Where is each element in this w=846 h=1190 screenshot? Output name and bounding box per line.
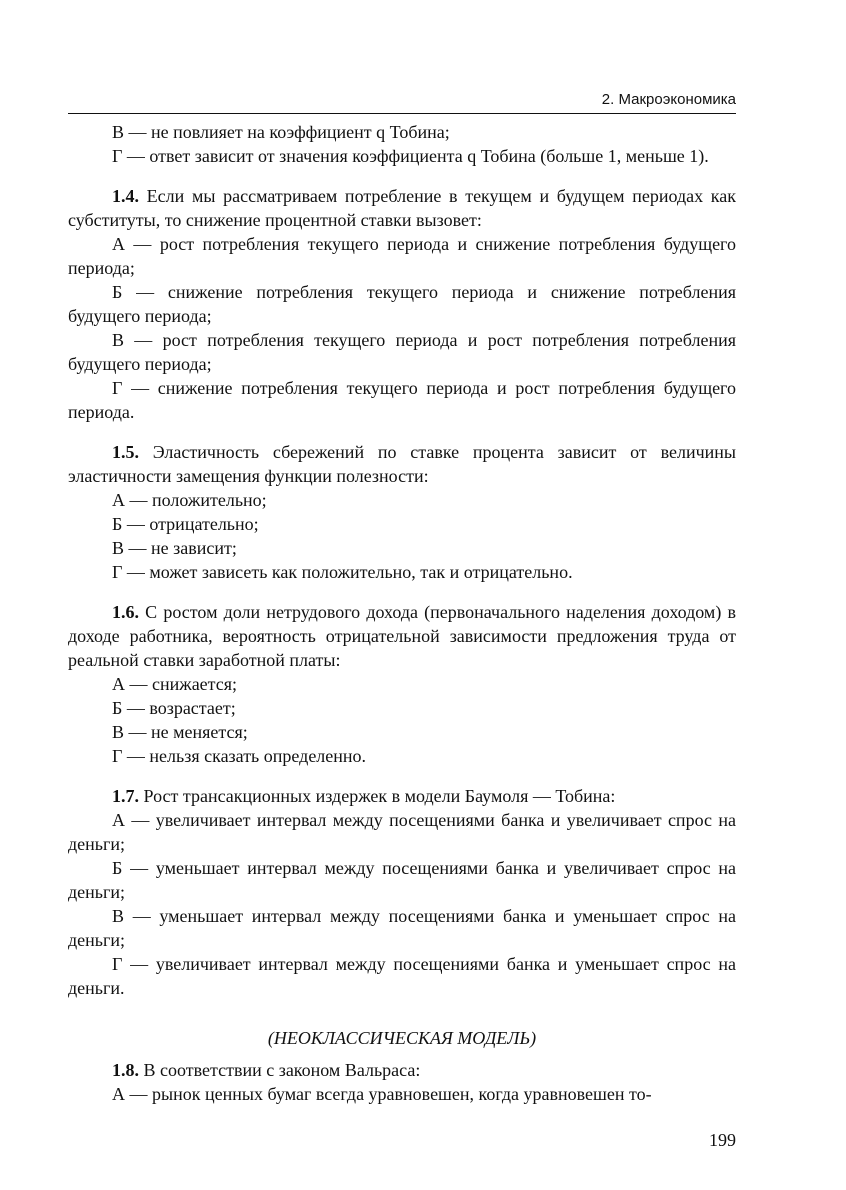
question-1-8 [68, 1058, 736, 1082]
answer-option: В — не меняется; [112, 722, 248, 742]
question-number: 1.4. [112, 186, 139, 206]
question-number: 1.6. [112, 602, 139, 622]
answer-option: А — рост потребления текущего периода и снижение потребления будущего периода; [68, 234, 736, 278]
section-title: (НЕОКЛАССИЧЕСКАЯ МОДЕЛЬ) [267, 1028, 537, 1048]
answer-option: Б — снижение потребления текущего периода и снижение потребления будущего периода; [68, 282, 736, 326]
answer-option: А — рынок ценных бумаг всегда уравновешен, когда уравновешен то- [112, 1084, 652, 1104]
running-header: 2. Макроэкономика [601, 91, 736, 108]
page-body [68, 120, 736, 1106]
header-rule [68, 113, 736, 114]
answer-option: В — уменьшает интервал между посещениями банка и уменьшает спрос на деньги; [68, 906, 736, 950]
question-text: Если мы рассматриваем потребление в текущем и будущем периодах как субституты, то снижение процентной ставки вызовет: [68, 186, 736, 230]
page-number: 199 [709, 1130, 736, 1150]
question-number: 1.7. [112, 786, 139, 806]
question-number: 1.5. [112, 442, 139, 462]
answer-option: А — положительно; [112, 490, 267, 510]
answer-option: Г — ответ зависит от значения коэффициента q Тобина (больше 1, меньше 1). [112, 146, 709, 166]
question-text: Эластичность сбережений по ставке процента зависит от величины эластичности замещения функции полезности: [68, 442, 736, 486]
question-1-5 [68, 440, 736, 488]
answer-option: В — не повлияет на коэффициент q Тобина; [112, 122, 450, 142]
answer-option: В — рост потребления текущего периода и рост потребления потребления будущего периода; [68, 330, 736, 374]
question-1-4 [68, 184, 736, 232]
question-text: С ростом доли нетрудового дохода (первоначального наделения доходом) в доходе работника, вероятность отрицательной зависимости предложения труда от реальной ставки заработной платы: [68, 602, 736, 670]
answer-option: А — снижается; [112, 674, 238, 694]
answer-option: Б — уменьшает интервал между посещениями банка и увеличивает спрос на деньги; [68, 858, 736, 902]
question-1-6 [68, 600, 736, 672]
question-text: Рост трансакционных издержек в модели Баумоля — Тобина: [139, 786, 616, 806]
question-number: 1.8. [112, 1060, 139, 1080]
answer-option: А — увеличивает интервал между посещениями банка и увеличивает спрос на деньги; [68, 810, 736, 854]
answer-option: Б — возрастает; [112, 698, 236, 718]
answer-option: Б — отрицательно; [112, 514, 259, 534]
answer-option: В — не зависит; [112, 538, 237, 558]
answer-option: Г — увеличивает интервал между посещениями банка и уменьшает спрос на деньги. [68, 954, 736, 998]
question-text: В соответствии с законом Вальраса: [139, 1060, 421, 1080]
answer-option: Г — нельзя сказать определенно. [112, 746, 367, 766]
answer-option: Г — может зависеть как положительно, так и отрицательно. [112, 562, 573, 582]
question-1-7 [68, 784, 736, 808]
answer-option: Г — снижение потребления текущего периода и рост потребления будущего периода. [68, 378, 736, 422]
